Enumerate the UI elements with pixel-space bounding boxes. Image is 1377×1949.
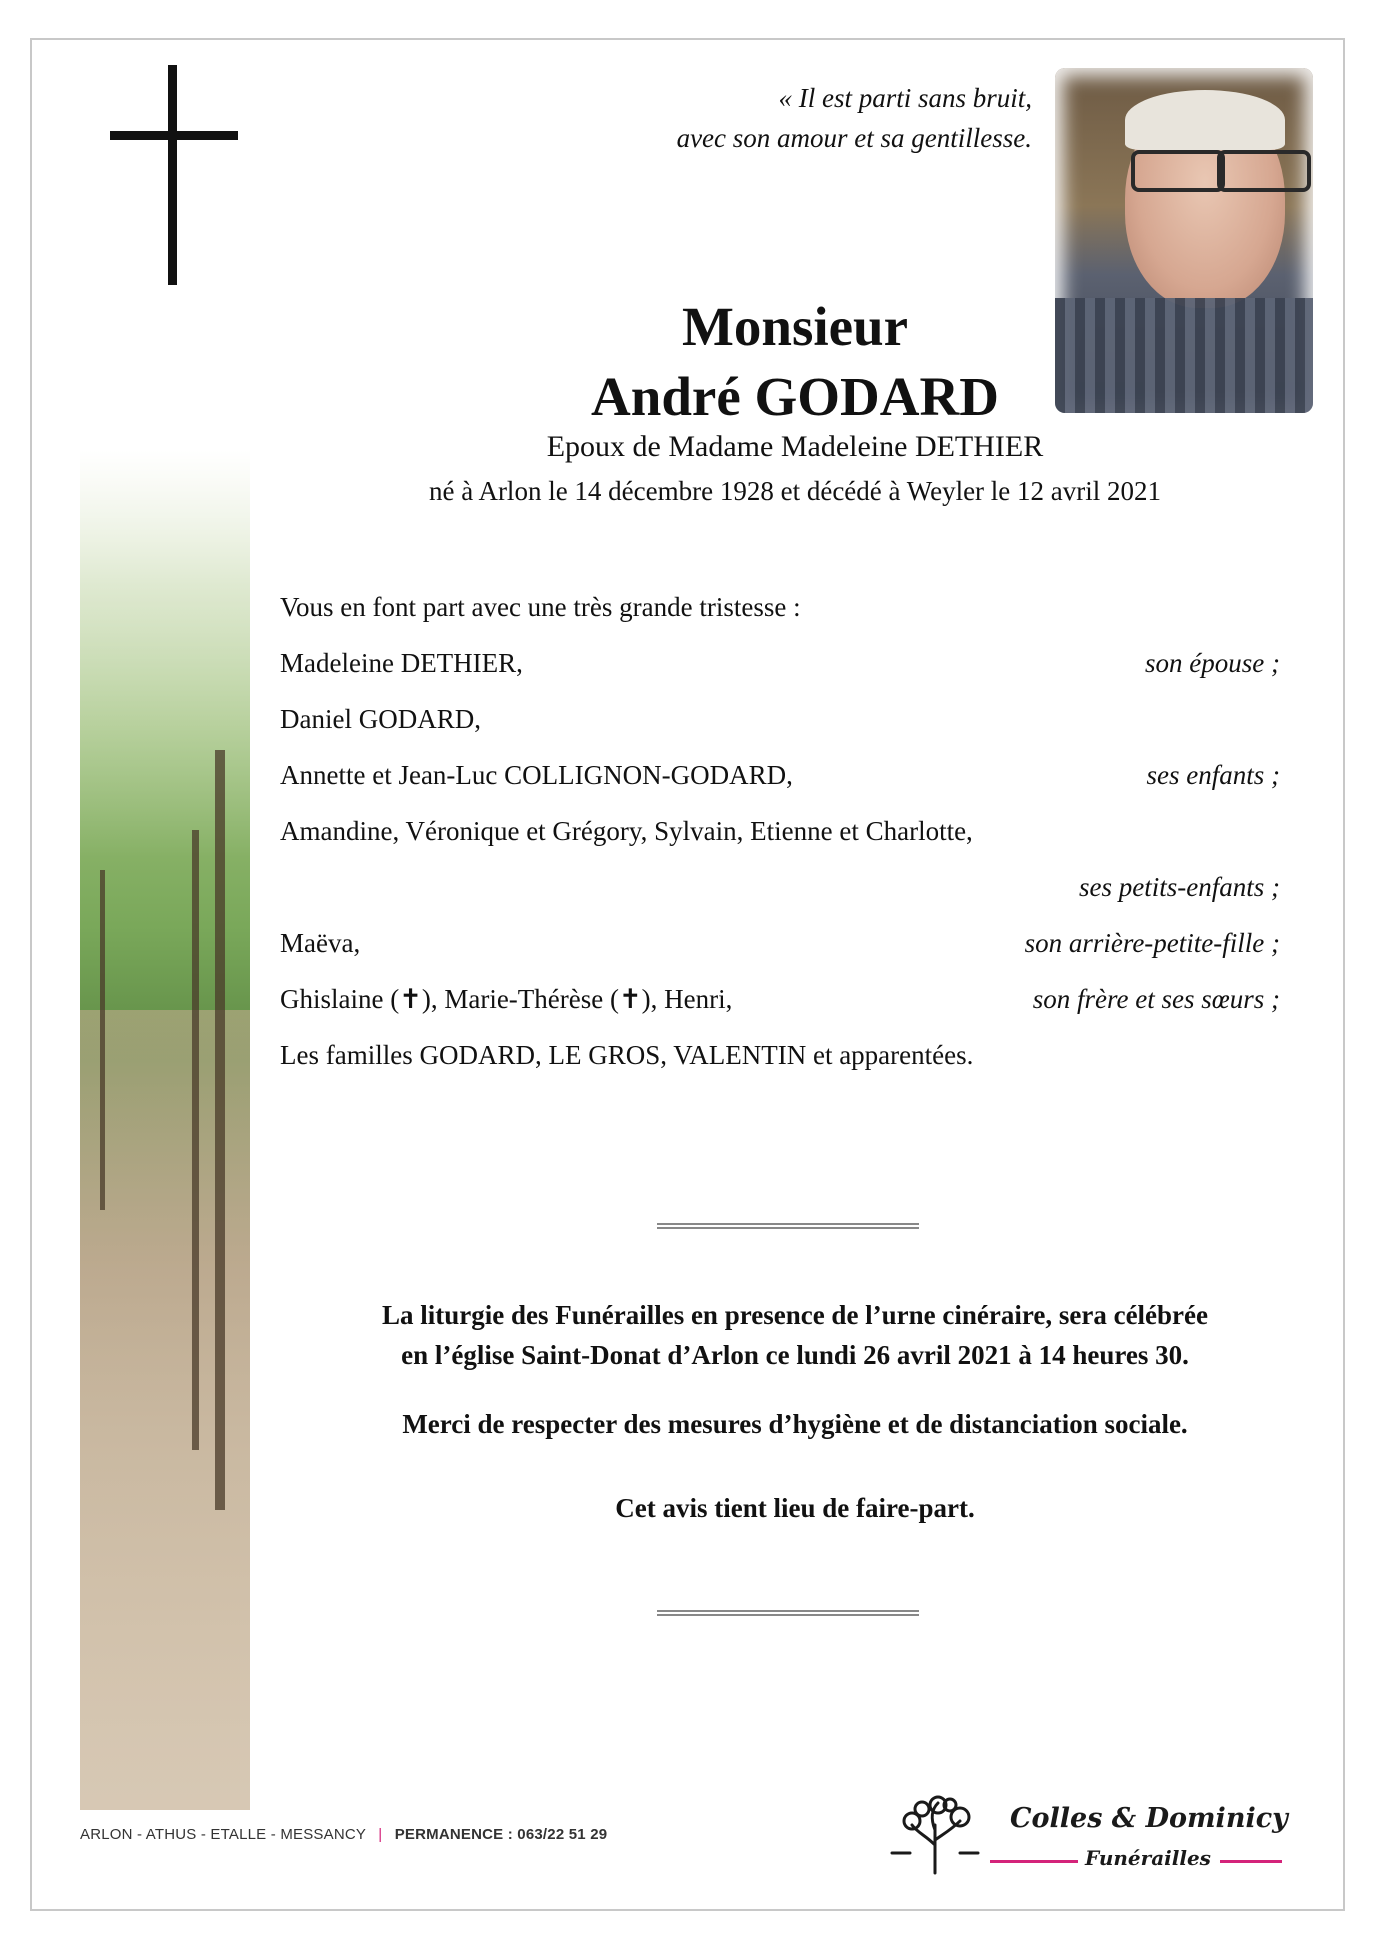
- family-row: [280, 760, 1280, 816]
- family-row: [280, 984, 1280, 1040]
- family-row: [280, 816, 1280, 872]
- footer-contact: [80, 1826, 607, 1843]
- hygiene-notice: Merci de respecter des mesures d’hygiène et de distanciation sociale.: [402, 1409, 1188, 1439]
- quote-line-1: « Il est parti sans bruit,: [778, 83, 1032, 113]
- funeral-home-logo: [890, 1785, 1290, 1885]
- family-members: Les familles GODARD, LE GROS, VALENTIN et apparentées.: [280, 1040, 974, 1070]
- family-announcement: [280, 592, 1280, 1096]
- family-relation: son épouse ;: [1145, 648, 1280, 678]
- cross-icon: [110, 65, 238, 285]
- family-members: Daniel GODARD,: [280, 704, 481, 734]
- family-relation: son arrière-petite-fille ;: [1024, 928, 1280, 958]
- announcement-intro: [280, 592, 1280, 648]
- family-relation: son frère et ses sœurs ;: [1032, 984, 1280, 1014]
- logo-name: Colles & Dominicy: [1010, 1803, 1288, 1834]
- liturgy-line-1: La liturgie des Funérailles en presence de l’urne cinéraire, sera célébrée: [381, 1300, 1209, 1330]
- family-row: [280, 928, 1280, 984]
- logo-subtitle: Funérailles: [1085, 1846, 1211, 1870]
- family-members: Amandine, Véronique et Grégory, Sylvain, Etienne et Charlotte,: [280, 816, 973, 846]
- family-members: Madeleine DETHIER,: [280, 648, 523, 678]
- family-members: Maëva,: [280, 928, 361, 958]
- epitaph-quote: [677, 78, 1032, 158]
- portrait-photo: [1055, 68, 1313, 413]
- spouse-line: Epoux de Madame Madeleine DETHIER: [546, 430, 1044, 463]
- family-row: [280, 1040, 1280, 1096]
- birth-death-dates: né à Arlon le 14 décembre 1928 et décédé à Weyler le 12 avril 2021: [428, 476, 1162, 506]
- family-row: [280, 872, 1280, 928]
- footer-locations: ARLON - ATHUS - ETALLE - MESSANCY: [80, 1826, 366, 1843]
- family-row: [280, 648, 1280, 704]
- family-relation: ses enfants ;: [1146, 760, 1280, 790]
- intro-text: Vous en font part avec une très grande tristesse :: [280, 592, 801, 622]
- liturgy-notice: [260, 1295, 1330, 1375]
- footer-permanence: PERMANENCE : 063/22 51 29: [394, 1826, 608, 1843]
- logo-rule-right: [1220, 1860, 1282, 1863]
- tree-icon: [890, 1795, 980, 1875]
- family-members: Annette et Jean-Luc COLLIGNON-GODARD,: [280, 760, 793, 790]
- liturgy-line-2: en l’église Saint-Donat d’Arlon ce lundi 26 avril 2021 à 14 heures 30.: [401, 1340, 1189, 1370]
- divider-top: [657, 1223, 919, 1229]
- divider-bottom: [657, 1610, 919, 1616]
- deceased-name: André GODARD: [591, 366, 999, 427]
- honorific: Monsieur: [681, 296, 909, 357]
- forest-path-image: [80, 450, 250, 1810]
- faire-part-notice: Cet avis tient lieu de faire-part.: [615, 1493, 975, 1523]
- footer-separator: |: [378, 1826, 383, 1843]
- family-row: [280, 704, 1280, 760]
- quote-line-2: avec son amour et sa gentillesse.: [676, 123, 1032, 153]
- family-members: Ghislaine (✝), Marie-Thérèse (✝), Henri,: [280, 984, 733, 1014]
- family-relation: ses petits-enfants ;: [1079, 872, 1280, 902]
- logo-rule-left: [990, 1860, 1078, 1863]
